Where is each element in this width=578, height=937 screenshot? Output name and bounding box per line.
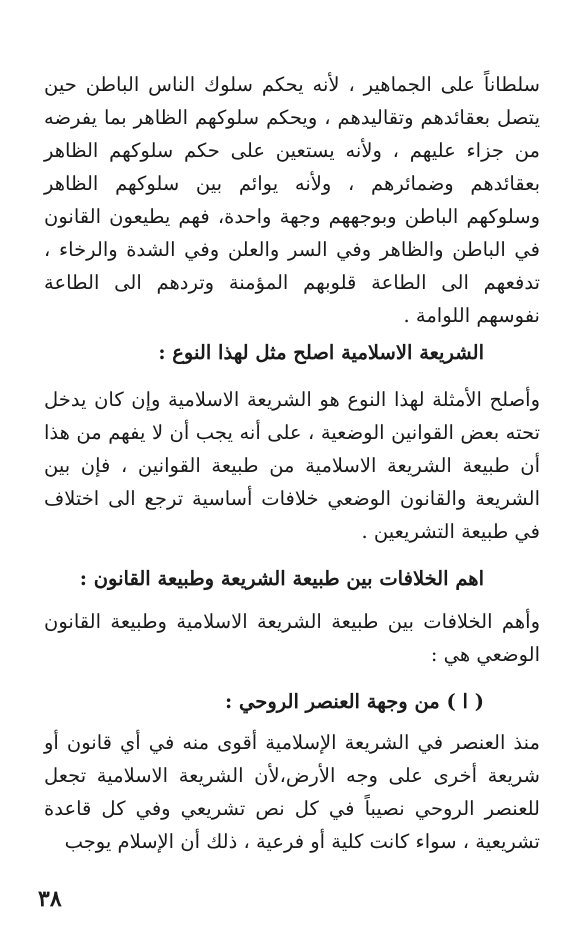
section-heading-best-example: الشريعة الاسلامية اصلح مثل لهذا النوع : xyxy=(158,341,484,364)
paragraph-intro: سلطاناً على الجماهير ، لأنه يحكم سلوك الناس الباطن حين يتصل بعقائدهم وتقاليدهم ، ويحكم سلوكهم الظاهر بما يفرضه من جزاء عليهم ، ولأنه يستعين على حكم سلوكهم الظاهر بعقائدهم وضمائرهم ، ولأنه يوائم بين سلوكهم الظاهر وسلوكهم الباطن وبوجههم وجهة واحدة، فهم يطيعون القانون في الباطن والظاهر وفي السر والعلن وفي الشدة والرخاء ، تدفعهم الى الطاعة قلوبهم المؤمنة وتردهم الى الطاعة نفوسهم اللوامة . xyxy=(44,73,540,327)
section-heading-differences: اهم الخلافات بين طبيعة الشريعة وطبيعة القانون : xyxy=(79,567,484,590)
page-number: ٣٨ xyxy=(38,886,62,912)
page-body xyxy=(44,68,540,858)
paragraph-spiritual-element: منذ العنصر في الشريعة الإسلامية أقوى منه في أي قانون أو شريعة أخرى على وجه الأرض،لأن الشريعة الاسلامية تجعل للعنصر الروحي نصيباً في كل نص تشريعي وفي كل قاعدة تشريعية ، سواء كانت كلية أو فرعية ، ذلك أن الإسلام يوجب xyxy=(44,731,540,853)
section-heading-spiritual-element: ( ا ) من وجهة العنصر الروحي : xyxy=(225,690,484,713)
paragraph-best-example: وأصلح الأمثلة لهذا النوع هو الشريعة الاسلامية وإن كان يدخل تحته بعض القوانين الوضعية ، على أنه يجب أن لا يفهم من هذا أن طبيعة الشريعة الاسلامية من طبيعة القوانين ، فإن بين الشريعة والقانون الوضعي خلافات أساسية ترجع الى اختلاف في طبيعة التشريعين . xyxy=(44,388,540,543)
paragraph-differences: وأهم الخلافات بين طبيعة الشريعة الاسلامية وطبيعة القانون الوضعي هي : xyxy=(44,610,540,666)
